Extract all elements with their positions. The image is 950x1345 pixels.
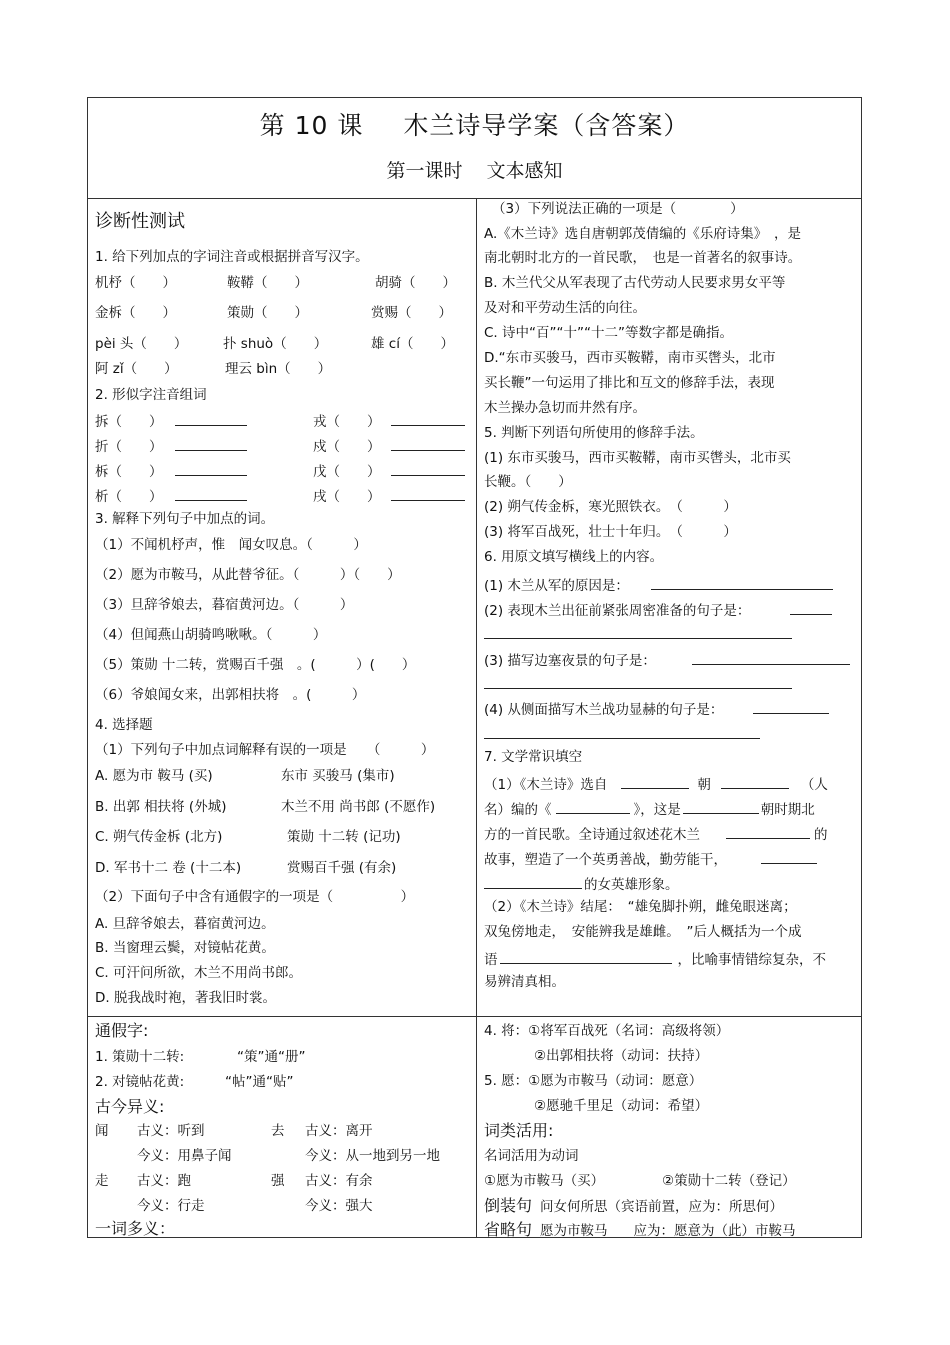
- jiang-item: 4. 将：①将军百战死（名词：高级将领）: [484, 1023, 730, 1039]
- gujin-meaning: 古义：听到: [137, 1123, 205, 1139]
- section-heading: 诊断性测试: [95, 211, 185, 232]
- q1-item: 胡骑（ ）: [375, 275, 456, 291]
- q6-title: 6. 用原文填写横线上的内容。: [484, 549, 664, 565]
- gujin-meaning: 古义：跑: [137, 1173, 191, 1189]
- q7-text: 方的一首民歌。全诗通过叙述花木兰: [484, 827, 700, 843]
- q5-line: (3) 将军百战死，壮士十年归。 （ ）: [484, 524, 737, 540]
- q3-title: 3. 解释下列句子中加点的词。: [95, 511, 275, 527]
- q4-3-line: C. 诗中“百”“十”“十二”等数字都是确指。: [484, 325, 733, 341]
- q7-text: 故事，塑造了一个英勇善战，勤劳能干，: [484, 852, 727, 868]
- q2-item: 戍（ ）: [313, 439, 381, 455]
- q3-item: （5）策勋 十二转，赏赐百千强 。( ）( ）: [95, 657, 416, 673]
- q1-item: 赏赐（ ）: [371, 305, 452, 321]
- q7-text: 的女英雄形象。: [584, 877, 679, 893]
- tongjia-note: “帖”通“贴”: [225, 1074, 294, 1090]
- q7-text: 》，这是: [633, 802, 681, 818]
- notes-left: [95, 1017, 473, 1237]
- q4-3-title: （3）下列说法正确的一项是（ ）: [492, 201, 744, 217]
- q7-text: （1）《木兰诗》选自: [484, 777, 608, 793]
- q4-option: 赏赐百千强 (有余): [287, 860, 397, 876]
- yuan-item: 5. 愿：①愿为市鞍马（动词：愿意）: [484, 1073, 703, 1089]
- q2-item: 折（ ）: [95, 439, 163, 455]
- q4-3-line: 及对和平劳动生活的向往。: [484, 300, 646, 316]
- tongjia-item: 2. 对镜帖花黄:: [95, 1074, 185, 1090]
- page-title: [88, 106, 861, 142]
- q2-title: 2. 形似字注音组词: [95, 387, 207, 403]
- q4-option: C. 可汗问所欲，木兰不用尚书郎。: [95, 965, 303, 981]
- gujin-word: 强: [271, 1173, 285, 1189]
- q1-item: pèi 头（ ）: [95, 336, 188, 352]
- q4-option: A. 愿为市 鞍马 (买): [95, 768, 213, 784]
- q7-text: （人: [800, 777, 828, 793]
- q1-item: 机杼（ ）: [95, 275, 176, 291]
- gujin-meaning: 今义：从一地到另一地: [305, 1148, 440, 1164]
- gujin-heading: 古今异义:: [95, 1097, 165, 1116]
- q4-sub1: （1）下列句子中加点词解释有误的一项是 （ ）: [95, 742, 435, 758]
- q4-option: 策勋 十二转 (记功): [287, 829, 401, 845]
- q4-title: 4. 选择题: [95, 717, 153, 733]
- q4-option: C. 朔气传金柝 (北方): [95, 829, 223, 845]
- gujin-meaning: 今义：强大: [305, 1198, 373, 1214]
- q7-text: 朝时期北: [760, 802, 815, 818]
- q3-item: （6）爷娘闻女来，出郭相扶将 。( ）: [95, 687, 366, 703]
- q2-item: 拆（ ）: [95, 414, 163, 430]
- shenglue-item: 愿为市鞍马: [540, 1223, 608, 1239]
- tongjia-item: 1. 策勋十二转:: [95, 1049, 185, 1065]
- q2-item: 戎（ ）: [313, 414, 381, 430]
- lesson-number: 第 10 课: [259, 111, 364, 140]
- q5-line: (1) 东市买骏马，西市买鞍鞯，南市买辔头，北市买: [484, 450, 791, 466]
- daozhuang-item: 问女何所思（宾语前置，应为：所思何）: [540, 1199, 784, 1215]
- q1-item: 阿 zǐ（ ）: [95, 361, 178, 377]
- q7-text: 双兔傍地走， 安能辨我是雄雌。 ”后人概括为一个成: [484, 924, 802, 940]
- q3-item: （3）旦辞爷娘去，暮宿黄河边。（ ）: [95, 597, 354, 613]
- q1-item: 雄 cí（ ）: [371, 336, 454, 352]
- notes-right: [484, 1017, 856, 1237]
- session-topic: 文本感知: [486, 160, 563, 182]
- q6-item: (4) 从侧面描写木兰战功显赫的句子是：: [484, 702, 724, 718]
- q4-3-line: 买长鞭”一句运用了排比和互文的修辞手法，表现: [484, 375, 775, 391]
- q7-text: 的: [814, 827, 828, 843]
- q4-option: D. 军书十二 卷 (十二本): [95, 860, 242, 876]
- shenglue-note: 应为：愿意为（此）市鞍马: [633, 1223, 796, 1239]
- q3-item: （1）不闻机杼声，惟 闻女叹息。（ ）: [95, 537, 367, 553]
- gujin-word: 去: [271, 1123, 285, 1139]
- q4-3-line: B. 木兰代父从军表现了古代劳动人民要求男女平等: [484, 275, 786, 291]
- q5-line: (2) 朔气传金柝，寒光照铁衣。 （ ）: [484, 499, 737, 515]
- cilei-item: ②策勋十二转（登记）: [662, 1173, 796, 1189]
- right-column: [484, 199, 856, 1014]
- column-divider: [476, 199, 477, 1237]
- q3-item: （2）愿为市鞍马，从此替爷征。（ ）（ ）: [95, 567, 401, 583]
- q4-3-line: 南北朝时北方的一首民歌， 也是一首著名的叙事诗。: [484, 250, 802, 266]
- cilei-item: ①愿为市鞍马（买）: [484, 1173, 605, 1189]
- q5-line: 长鞭。（ ）: [484, 474, 572, 490]
- q4-3-line: 木兰操办急切而井然有序。: [484, 400, 646, 416]
- q5-title: 5. 判断下列语句所使用的修辞手法。: [484, 425, 704, 441]
- q3-item: （4）但闻燕山胡骑鸣啾啾。（ ）: [95, 627, 327, 643]
- q4-3-line: D.“东市买骏马，西市买鞍鞯，南市买辔头，北市: [484, 350, 776, 366]
- q7-text: ，比喻事情错综复杂，不: [677, 952, 826, 968]
- gujin-meaning: 古义：离开: [305, 1123, 373, 1139]
- q1-item: 鞍鞯（ ）: [227, 275, 308, 291]
- q4-option: B. 当窗理云鬓，对镜帖花黄。: [95, 940, 275, 956]
- q7-text: 名）编的《: [484, 802, 552, 818]
- gujin-meaning: 古义：有余: [305, 1173, 373, 1189]
- q7-text: 语: [484, 952, 498, 968]
- worksheet: [87, 97, 862, 1238]
- gujin-meaning: 今义：行走: [137, 1198, 205, 1214]
- gujin-word: 走: [95, 1173, 109, 1189]
- q1-item: 理云 bìn（ ）: [225, 361, 332, 377]
- q7-title: 7. 文学常识填空: [484, 749, 583, 765]
- lesson-title: 木兰诗导学案（含答案）: [403, 111, 690, 140]
- q4-sub2: （2）下面句子中含有通假字的一项是（ ）: [95, 889, 415, 905]
- q1-item: 金柝（ ）: [95, 305, 176, 321]
- q2-item: 戌（ ）: [313, 489, 381, 505]
- q4-3-line: A.《木兰诗》选自唐朝郭茂倩编的《乐府诗集》 ，是: [484, 226, 802, 242]
- q1-item: 扑 shuò（ ）: [223, 336, 328, 352]
- tongjia-note: “策”通“册”: [237, 1049, 306, 1065]
- q2-item: 戊（ ）: [313, 464, 381, 480]
- session-label: 第一课时: [386, 160, 463, 182]
- q7-text: 易辨清真相。: [484, 974, 565, 990]
- jiang-item: ②出郭相扶将（动词：扶持）: [534, 1048, 709, 1064]
- q4-option: A. 旦辞爷娘去，暮宿黄河边。: [95, 916, 275, 932]
- q2-item: 析（ ）: [95, 489, 163, 505]
- tongjia-heading: 通假字:: [95, 1021, 149, 1040]
- q6-item: (3) 描写边塞夜景的句子是：: [484, 653, 656, 669]
- gujin-meaning: 今义：用鼻子闻: [137, 1148, 232, 1164]
- duoyi-heading: 一词多义：: [95, 1219, 176, 1238]
- q7-text: 朝: [697, 777, 711, 793]
- q2-item: 柝（ ）: [95, 464, 163, 480]
- q4-option: 木兰不用 尚书郎 (不愿作): [281, 799, 436, 815]
- q6-item: (2) 表现木兰出征前紧张周密准备的句子是：: [484, 603, 751, 619]
- daozhuang-heading: 倒装句: [484, 1196, 533, 1215]
- cilei-item: 名词活用为动词: [484, 1148, 579, 1164]
- left-column: [95, 199, 473, 1014]
- shenglue-heading: 省略句: [484, 1220, 533, 1239]
- cilei-heading: 词类活用:: [484, 1121, 554, 1140]
- q1-title: 1. 给下列加点的字词注音或根据拼音写汉字。: [95, 249, 369, 265]
- yuan-item: ②愿驰千里足（动词：希望）: [534, 1098, 709, 1114]
- q4-option: D. 脱我战时袍，著我旧时裳。: [95, 990, 276, 1006]
- q4-option: 东市 买骏马 (集市): [281, 768, 395, 784]
- q1-item: 策勋（ ）: [227, 305, 308, 321]
- q7-text: （2）《木兰诗》结尾： “雄兔脚扑朔，雌兔眼迷离；: [484, 899, 797, 915]
- gujin-word: 闻: [95, 1123, 109, 1139]
- q4-option: B. 出郭 相扶将 (外城): [95, 799, 227, 815]
- q6-item: (1) 木兰从军的原因是：: [484, 578, 629, 594]
- page-subtitle: [88, 156, 861, 183]
